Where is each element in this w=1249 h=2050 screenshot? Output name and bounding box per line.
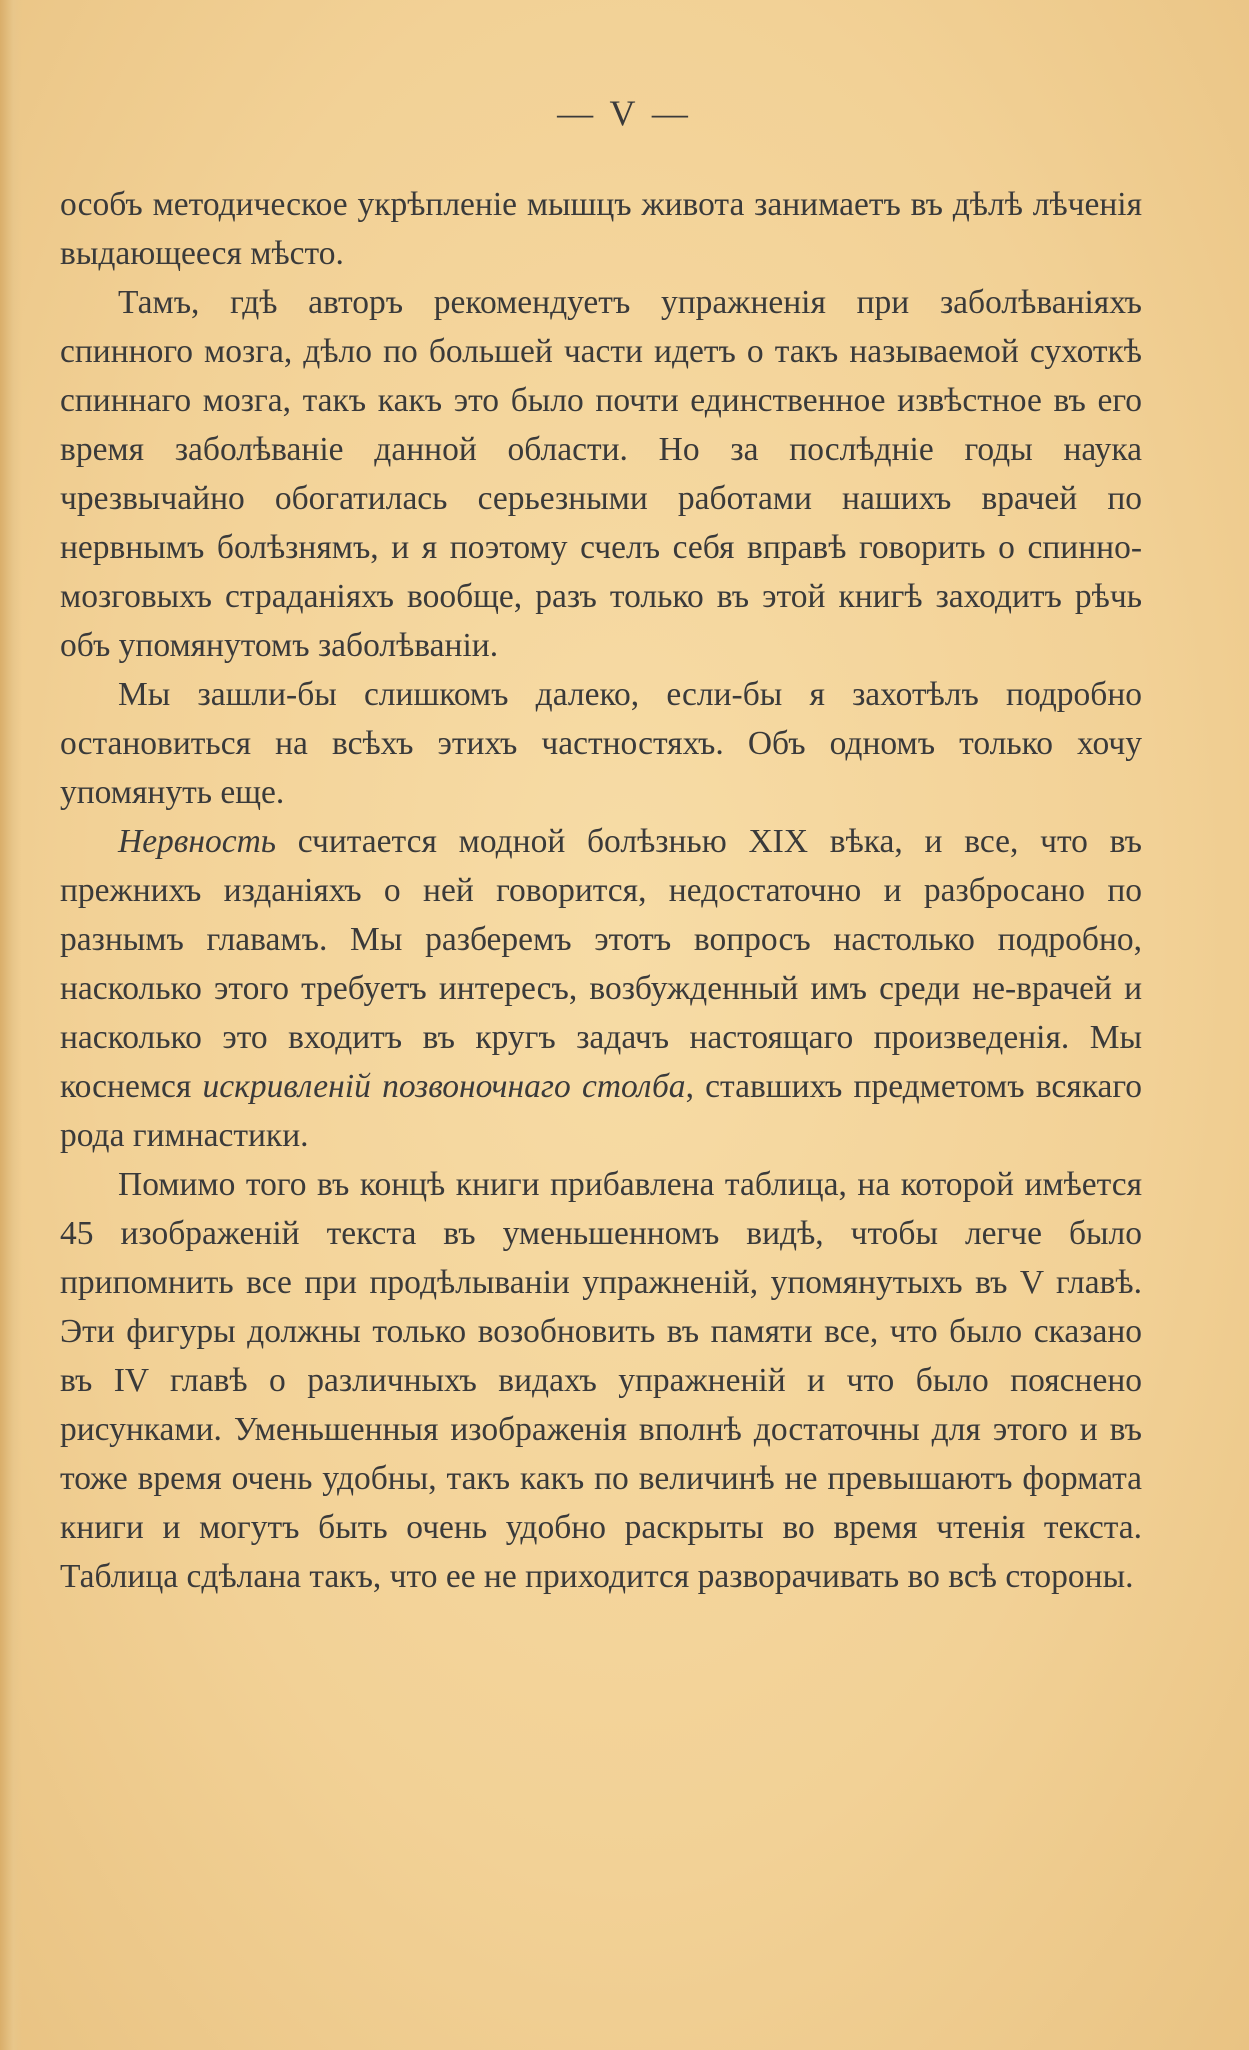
paragraph-1: особъ методическое укрѣпленіе мышцъ живота занимаетъ въ дѣлѣ лѣченія выдающееся мѣсто. xyxy=(60,186,1142,272)
paragraph-3: Мы зашли-бы слишкомъ далеко, если-бы я захотѣлъ подробно остановиться на всѣхъ этихъ частностяхъ. Объ одномъ только хочу упомянуть еще. xyxy=(60,676,1142,811)
paragraph-4-text-b: , ставшихъ предметомъ всякаго рода гимнастики. xyxy=(60,1068,1142,1154)
emphasis-spine-curvature: искривленій позвоночнаго столба xyxy=(202,1068,686,1105)
paragraph-4-text-a: считается модной болѣзнью XIX вѣка, и все, что въ прежнихъ изданіяхъ о ней говорится, недостаточно и разбросано по разнымъ главамъ. Мы разберемъ этотъ вопросъ настолько подробно, насколько этого требуетъ интересъ, возбужденный имъ среди не-врачей и насколько это входитъ въ кругъ задачъ настоящаго произведенія. Мы коснемся xyxy=(60,823,1142,1105)
paragraph-4 xyxy=(60,817,1142,1160)
paragraph-5: Помимо того въ концѣ книги прибавлена таблица, на которой имѣется 45 изображеній текста въ уменьшенномъ видѣ, чтобы легче было припомнить все при продѣлываніи упражненій, упомянутыхъ въ V главѣ. Эти фигуры должны только возобновить въ памяти все, что было сказано въ IV главѣ о различныхъ видахъ упражненій и что было пояснено рисунками. Уменьшенныя изображенія вполнѣ достаточны для этого и въ тоже время очень удобны, такъ какъ по величинѣ не превышаютъ формата книги и могутъ быть очень удобно раскрыты во время чтенія текста. Таблица сдѣлана такъ, что ее не приходится разворачивать во всѣ стороны. xyxy=(60,1166,1142,1595)
body-text xyxy=(60,180,1142,1601)
emphasis-nervousness: Нервность xyxy=(118,823,277,860)
paragraph-2: Тамъ, гдѣ авторъ рекомендуетъ упражненія при заболѣваніяхъ спинного мозга, дѣло по большей части идетъ о такъ называемой сухоткѣ спиннаго мозга, такъ какъ это было почти единственное извѣстное въ его время заболѣваніе данной области. Но за послѣдніе годы наука чрезвычайно обогатилась серьезными работами нашихъ врачей по нервнымъ болѣзнямъ, и я поэтому счелъ себя вправѣ говорить о спинно-мозговыхъ страданіяхъ вообще, разъ только въ этой книгѣ заходитъ рѣчь объ упомянутомъ заболѣваніи. xyxy=(60,284,1142,664)
page-spine-shadow xyxy=(0,0,22,2050)
page-number: — V — xyxy=(557,93,692,133)
